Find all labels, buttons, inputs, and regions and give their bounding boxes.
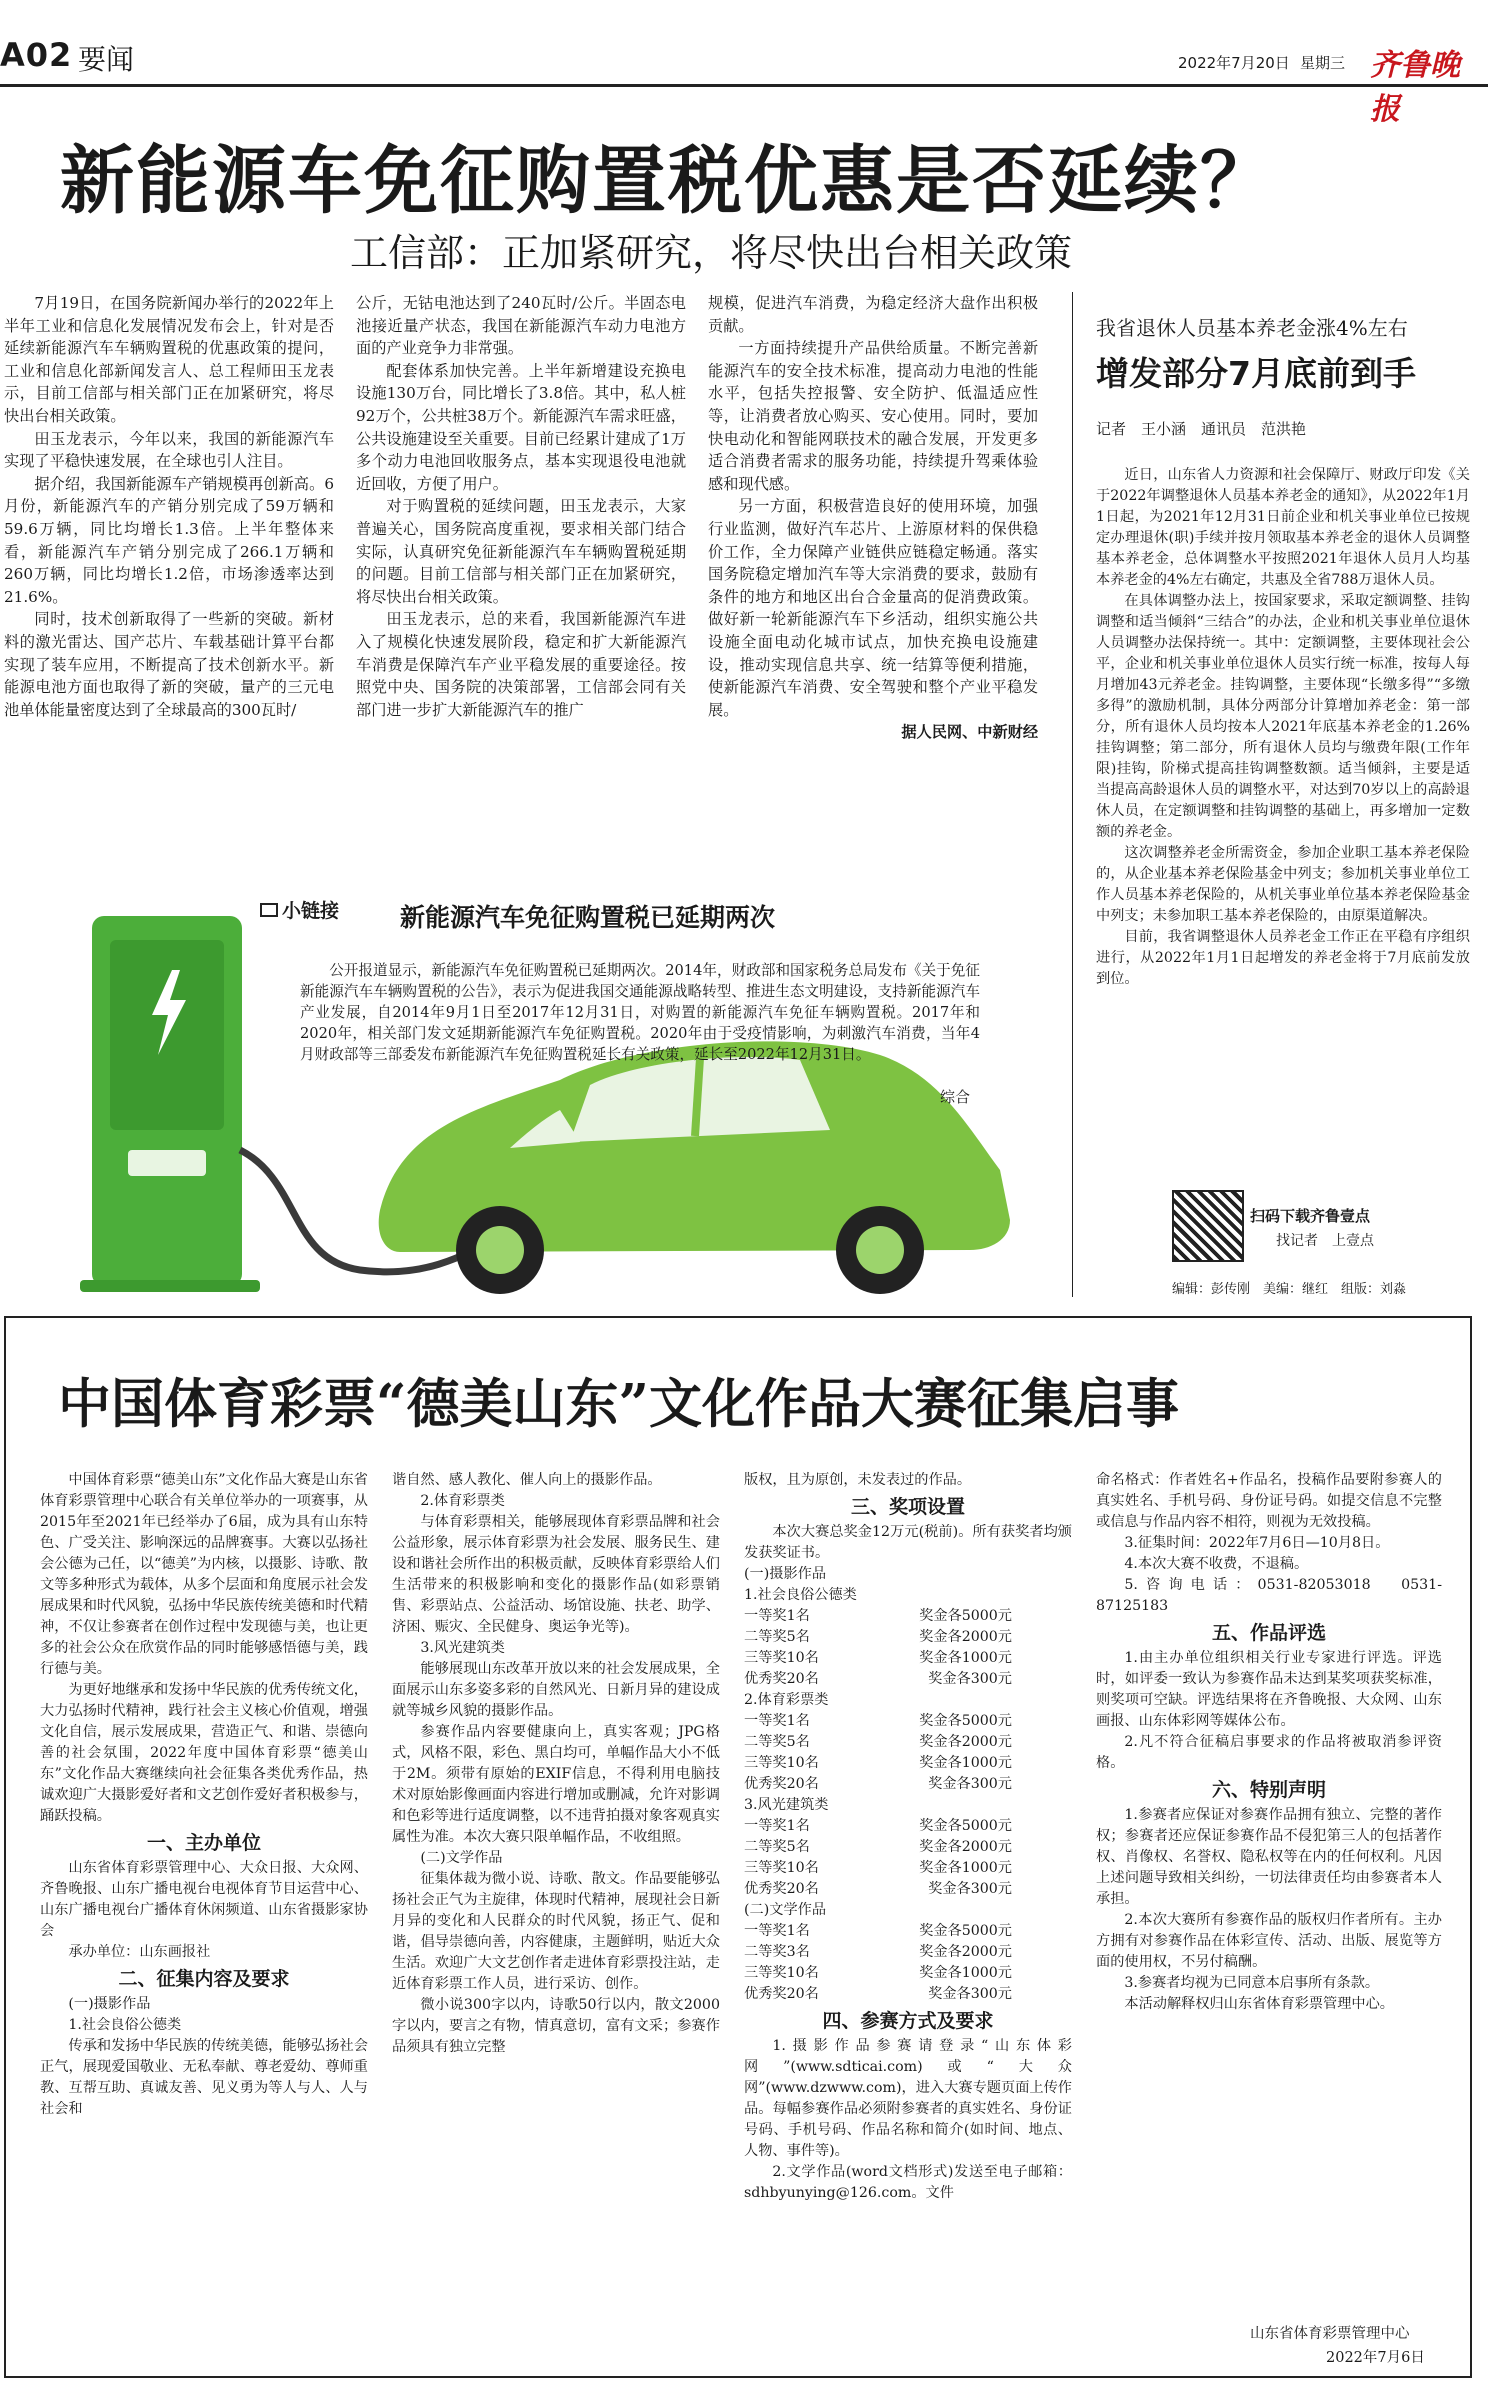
pension-para: 这次调整养老金所需资金，参加企业职工基本养老保险的，从企业基本养老保险基金中列支；参加机关事业单位工作人员基本养老保险的，从机关事业单位基本养老保险基金中列支；未参加职工基本养老保险的，由原渠道解决。 [1096,845,1470,924]
contest-para: 命名格式：作者姓名+作品名，投稿作品要附参赛人的真实姓名、手机号码、身份证号码。如提交信息不完整或信息与作品内容不相符，则视为无效投稿。 [1096,1472,1442,1530]
contest-para: 本次大赛总奖金12万元(税前)。所有获奖者均颁发获奖证书。 [744,1524,1072,1561]
contest-section-head: 二、征集内容及要求 [118,1968,290,1990]
prize-amount: 奖金各300元 [928,1671,1012,1687]
link-icon [260,903,278,917]
lead-para: 7月19日，在国务院新闻办举行的2022年上半年工业和信息化发展情况发布会上，针对是否延续新能源汽车车辆购置税的优惠政策的提问，工业和信息化部新闻发言人、总工程师田玉龙表示，目前工信部与相关部门正在加紧研究，将尽快出台相关政策。 [4,294,334,425]
prize-amount: 奖金各1000元 [919,1650,1012,1666]
prize-row [744,1711,1072,1732]
contest-para: 1.参赛者应保证对参赛作品拥有独立、完整的著作权；参赛者还应保证参赛作品不侵犯第三人的包括著作权、肖像权、名誉权、隐私权等在内的任何权利。凡因上述问题导致相关纠纷，一切法律责任均由参赛者本人承担。 [1096,1807,1442,1907]
prize-category: 2.体育彩票类 [744,1692,829,1708]
contest-para: 3.征集时间：2022年7月6日—10月8日。 [1124,1535,1390,1551]
contest-para: 2.凡不符合征稿启事要求的作品将被取消参评资格。 [1096,1734,1442,1771]
prize-tier: 三等奖10名 [744,1860,819,1876]
issue-weekday: 星期三 [1300,54,1346,72]
contest-section-head: 三、奖项设置 [850,1496,965,1518]
contest-para: 传承和发扬中华民族的传统美德，能够弘扬社会正气，展现爱国敬业、无私奉献、尊老爱幼、尊师重教、互帮互助、真诚友善、见义勇为等人与人、人与社会和 [40,2038,368,2117]
prize-row [744,1921,1072,1942]
prize-tier: 二等奖5名 [744,1734,810,1750]
prize-tier: 三等奖10名 [744,1650,819,1666]
contest-para: 山东省体育彩票管理中心、大众日报、大众网、齐鲁晚报、山东广播电视台电视体育节目运营中心、山东广播电视台广播体育休闲频道、山东省摄影家协会 [40,1860,368,1939]
page-credits: 编辑：彭传刚 美编：继红 组版：刘淼 [1172,1282,1407,1297]
prize-category: 3.风光建筑类 [744,1797,829,1813]
lead-para: 田玉龙表示，总的来看，我国新能源汽车进入了规模化快速发展阶段，稳定和扩大新能源汽车消费是保障汽车产业平稳发展的重要途径。按照党中央、国务院的决策部署，工信部会同有关部门进一步扩大新能源汽车的推广 [356,610,686,719]
prize-row [744,1774,1072,1795]
contest-para: 1.摄影作品参赛请登录“山东体彩网”(www.sdticai.com)或“大众网”(www.dzwww.com)，进入大赛专题页面上传作品。每幅参赛作品必须附参赛者的真实姓名、身份证号码、手机号码、作品名称和简介(如时间、地点、人物、事件等)。 [744,2038,1072,2159]
issue-date: 2022年7月20日 [1178,54,1290,72]
contest-para: 2.文学作品(word文档形式)发送至电子邮箱：sdhbyunying@126.com。文件 [744,2164,1072,2201]
prize-row [744,1963,1072,1984]
contest-para: 2.体育彩票类 [420,1493,505,1509]
lead-para: 同时，技术创新取得了一些新的突破。新材料的激光雷达、国产芯片、车载基础计算平台都实现了装车应用，不断提高了技术创新水平。新能源电池方面也取得了新的突破，量产的三元电池单体能量密度达到了全球最高的300瓦时/ [4,610,334,719]
newspaper-logo: 齐鲁晚报 [1370,48,1460,127]
contest-para: 为更好地继承和发扬中华民族的优秀传统文化，大力弘扬时代精神，践行社会主义核心价值观，增强文化自信，展示发展成果，营造正气、和谐、崇德向善的社会氛围，2022年度中国体育彩票“德美山东”文化作品大赛继续向社会征集各类优秀作品，热诚欢迎广大摄影爱好者和文艺创作爱好者积极参与，踊跃投稿。 [40,1682,368,1824]
prize-category: 1.社会良俗公德类 [744,1587,857,1603]
prize-tier: 三等奖10名 [744,1755,819,1771]
qr-caption: 扫码下载齐鲁壹点 [1250,1207,1371,1225]
contest-para: 3.参赛者均视为已同意本启事所有条款。 [1124,1975,1380,1991]
prize-tier: 三等奖10名 [744,1965,819,1981]
pension-para: 目前，我省调整退休人员养老金工作正在平稳有序组织进行，从2022年1月1日起增发的养老金将于7月底前发放到位。 [1096,929,1470,987]
prize-row [744,1627,1072,1648]
pension-kicker: 我省退休人员基本养老金涨4%左右 [1096,316,1408,340]
prize-row [744,1816,1072,1837]
prize-amount: 奖金各5000元 [919,1608,1012,1624]
lead-para: 另一方面，积极营造良好的使用环境，加强行业监测，做好汽车芯片、上游原材料的保供稳价工作，全力保障产业链供应链稳定畅通。落实国务院稳定增加汽车等大宗消费的要求，鼓励有条件的地方和地区出台合金量高的促消费政策。做好新一轮新能源汽车下乡活动，组织实施公共设施全面电动化城市试点，加快充换电设施建设，推动实现信息共享、统一结算等便利措施，使新能源汽车消费、安全驾驶和整个产业平稳发展。 [708,497,1038,719]
contest-sign-date: 2022年7月6日 [1326,2350,1425,2366]
prize-tier: 一等奖1名 [744,1923,810,1939]
prize-tier: 二等奖3名 [744,1944,810,1960]
pension-para: 在具体调整办法上，按国家要求，采取定额调整、挂钩调整和适当倾斜“三结合”的办法，企业和机关事业单位退休人员调整办法保持统一。其中：定额调整，主要体现社会公平，企业和机关事业单位退休人员实行统一标准，按每人每月增加43元养老金。挂钩调整，主要体现“长缴多得”“多缴多得”的激励机制，具体分两部分计算增加养老金：第一部分，所有退休人员均按本人2021年底基本养老金的1.26%挂钩调整；第二部分，所有退休人员均与缴费年限(工作年限)挂钩，阶梯式提高挂钩调整数额。适当倾斜，主要是适当提高高龄退休人员的调整水平，对达到70岁以上的高龄退休人员，在定额调整和挂钩调整的基础上，再多增加一定数额的养老金。 [1096,593,1470,840]
lead-para: 配套体系加快完善。上半年新增建设充换电设施130万台，同比增长了3.8倍。其中，私人桩92万个，公共桩38万个。新能源汽车需求旺盛，公共设施建设至关重要。目前已经累计建成了1万多个动力电池回收服务点，基本实现退役电池就近回收，方便了用户。 [356,361,686,493]
prize-amount: 奖金各2000元 [919,1734,1012,1750]
section-name: 要闻 [78,43,135,76]
prize-row [744,1942,1072,1963]
pension-para: 近日，山东省人力资源和社会保障厅、财政厅印发《关于2022年调整退休人员基本养老金的通知》，从2022年1月1日起，为2021年12月31日前企业和机关事业单位已按规定办理退休(职)手续并按月领取基本养老金的退休人员调整基本养老金，总体调整水平按照2021年退休人员月人均基本养老金的4%左右确定，共惠及全省788万退休人员。 [1096,467,1470,588]
prize-tier: 二等奖5名 [744,1629,810,1645]
lead-source: 据人民网、中新财经 [901,723,1038,742]
prize-amount: 奖金各1000元 [919,1860,1012,1876]
contest-para: 征集体裁为微小说、诗歌、散文。作品要能够弘扬社会正气为主旋律，体现时代精神，展现社会日新月异的变化和人民群众的时代风貌，扬正气、促和谐，倡导崇德向善，内容健康，主题鲜明，贴近大众生活。欢迎广大文艺创作者走进体育彩票投注站，走近体育彩票工作人员，进行采访、创作。 [392,1871,720,1992]
prize-amount: 奖金各2000元 [919,1944,1012,1960]
contest-section-head: 五、作品评选 [1211,1622,1326,1644]
prize-amount: 奖金各5000元 [919,1923,1012,1939]
contest-para: (一)摄影作品 [68,1996,151,2012]
lead-para: 规模，促进汽车消费，为稳定经济大盘作出积极贡献。 [708,294,1038,335]
prize-row [744,1984,1072,2005]
contest-column-1 [40,1470,368,2120]
prize-tier: 一等奖1名 [744,1818,810,1834]
contest-section-head: 四、参赛方式及要求 [822,2010,994,2032]
prize-amount: 奖金各300元 [928,1776,1012,1792]
ev-charging-illustration [40,880,1050,1300]
sidebar-title: 新能源汽车免征购置税已延期两次 [400,903,776,932]
contest-para: 5.咨询电话：0531-82053018 0531-87125183 [1096,1577,1442,1614]
prize-row [744,1606,1072,1627]
lead-para: 一方面持续提升产品供给质量。不断完善新能源汽车的安全技术标准，提高动力电池的性能水平，包括失控报警、安全防护、低温适应性等，让消费者放心购买、安心使用。同时，要加快电动化和智能网联技术的融合发展，开发更多适合消费者需求的服务功能，持续提升驾乘体验感和现代感。 [708,339,1038,493]
prize-amount: 奖金各1000元 [919,1965,1012,1981]
contest-column-3 [744,1470,1072,2204]
prize-tier: 二等奖5名 [744,1839,810,1855]
contest-para: 3.风光建筑类 [420,1640,505,1656]
prize-row [744,1837,1072,1858]
contest-column-4 [1096,1470,1442,2015]
prize-amount: 奖金各2000元 [919,1629,1012,1645]
electric-car [379,1041,1010,1294]
prize-row [744,1753,1072,1774]
qr-code[interactable] [1172,1190,1244,1262]
pension-byline: 记者 王小涵 通讯员 范洪艳 [1096,420,1307,438]
prize-row [744,1879,1072,1900]
illustration-area [40,880,1050,1300]
prize-group-label: (一)摄影作品 [744,1566,827,1582]
contest-para: 谐自然、感人教化、催人向上的摄影作品。 [392,1472,662,1488]
contest-para: 1.社会良俗公德类 [68,2017,182,2033]
sidebar-body: 公开报道显示，新能源汽车免征购置税已延期两次。2014年，财政部和国家税务总局发布《关于免征新能源汽车车辆购置税的公告》，表示为促进我国交通能源战略转型、推进生态文明建设，支持新能源汽车产业发展，自2014年9月1日至2017年12月31日，对购置的新能源汽车免征车辆购置税。2017年和2020年，相关部门发文延期新能源汽车免征购置税。2020年由于受疫情影响，为刺激汽车消费，当年4月财政部等三部委发布新能源汽车免征购置税延长有关政策，延长至2022年12月31日。 [300,962,980,1063]
prize-amount: 奖金各300元 [928,1881,1012,1897]
pension-body [1096,465,1470,990]
contest-sign-org: 山东省体育彩票管理中心 [1250,2326,1410,2342]
lead-para: 对于购置税的延续问题，田玉龙表示，大家普遍关心，国务院高度重视，要求相关部门结合实际，认真研究免征新能源汽车车辆购置税延期的问题。目前工信部与相关部门正在加紧研究，将尽快出台相关政策。 [356,497,686,606]
lead-para: 公斤，无钴电池达到了240瓦时/公斤。半固态电池接近量产状态，我国在新能源汽车动力电池方面的产业竞争力非常强。 [356,294,686,358]
prize-tier: 优秀奖20名 [744,1881,819,1897]
prize-row [744,1858,1072,1879]
column-divider [1072,292,1073,1297]
prize-row [744,1669,1072,1690]
prize-amount: 奖金各5000元 [919,1713,1012,1729]
sidebar-tag: 小链接 [260,896,339,923]
header-rule [0,84,1488,87]
prize-tier: 优秀奖20名 [744,1776,819,1792]
prize-amount: 奖金各1000元 [919,1755,1012,1771]
lead-column-2 [356,292,686,721]
contest-para: 2.本次大赛所有参赛作品的版权归作者所有。主办方拥有对参赛作品在体彩宣传、活动、出版、展览等方面的使用权，不另付稿酬。 [1096,1912,1442,1970]
contest-para: 微小说300字以内，诗歌50行以内，散文2000字以内，要言之有物，情真意切，富有文采；参赛作品须具有独立完整 [392,1997,720,2055]
contest-para: (二)文学作品 [420,1850,503,1866]
lead-para: 田玉龙表示，今年以来，我国的新能源汽车实现了平稳快速发展，在全球也引人注目。 [4,429,334,471]
contest-para: 中国体育彩票“德美山东”文化作品大赛是山东省体育彩票管理中心联合有关单位举办的一项赛事，从2015年至2021年已经举办了6届，成为具有山东特色、广受关注、影响深远的品牌赛事。大赛以弘扬社会公德为己任，以“德美”为内核，以摄影、诗歌、散文等多种形式为载体，从多个层面和角度展示社会发展成果和时代风貌，弘扬中华民族传统美德和时代精神，不仅让参赛者在创作过程中发现德与美，也让更多的社会公众在欣赏作品的同时能够感悟德与美，践行德与美。 [40,1472,368,1677]
prize-tier: 一等奖1名 [744,1713,810,1729]
contest-section-head: 一、主办单位 [146,1832,261,1854]
prize-tier: 优秀奖20名 [744,1986,819,2002]
lead-column-3 [708,292,1038,744]
prize-category: (二)文学作品 [744,1902,827,1918]
contest-para: 1.由主办单位组织相关行业专家进行评选。评选时，如评委一致认为参赛作品未达到某奖项获奖标准，则奖项可空缺。评选结果将在齐鲁晚报、大众网、山东画报、山东体彩网等媒体公布。 [1096,1650,1442,1729]
contest-para: 与体育彩票相关，能够展现体育彩票品牌和社会公益形象，展示体育彩票为社会发展、服务民生、建设和谐社会所作出的积极贡献，反映体育彩票给人们生活带来的积极影响和变化的摄影作品(如彩票销售、彩票站点、公益活动、场馆设施、扶老、助学、济困、赈灾、全民健身、奥运争光等)。 [392,1514,720,1635]
lead-para: 据介绍，我国新能源车产销规模再创新高。6月份，新能源汽车的产销分别完成了59万辆和59.6万辆，同比均增长1.3倍。上半年整体来看，新能源汽车产销分别完成了266.1万辆和260万辆，同比均增长1.2倍，市场渗透率达到21.6%。 [4,474,334,606]
contest-section-head: 六、特别声明 [1211,1779,1326,1801]
prize-amount: 奖金各5000元 [919,1818,1012,1834]
prize-row [744,1732,1072,1753]
contest-para: 本活动解释权归山东省体育彩票管理中心。 [1124,1996,1394,2012]
contest-para: 4.本次大赛不收费，不退稿。 [1124,1556,1309,1572]
prize-row [744,1648,1072,1669]
lead-subheadline: 工信部：正加紧研究，将尽快出台相关政策 [350,231,1073,275]
contest-headline: 中国体育彩票“德美山东”文化作品大赛征集启事 [58,1373,1179,1435]
lead-headline: 新能源车免征购置税优惠是否延续？ [60,138,1276,224]
prize-tier: 一等奖1名 [744,1608,810,1624]
pension-headline: 增发部分7月底前到手 [1096,354,1416,393]
contest-para: 参赛作品内容要健康向上，真实客观；JPG格式，风格不限，彩色、黑白均可，单幅作品大小不低于2M。须带有原始的EXIF信息，不得利用电脑技术对原始影像画面内容进行增加或删减，允许对影调和色彩等进行适度调整，以不违背拍摄对象客观真实属性为准。本次大赛只限单幅作品，不收组照。 [392,1724,720,1845]
prize-tier: 优秀奖20名 [744,1671,819,1687]
page-code: A02 [0,36,73,74]
qr-subcaption: 找记者 上壹点 [1276,1233,1374,1249]
prize-amount: 奖金各2000元 [919,1839,1012,1855]
contest-para: 能够展现山东改革开放以来的社会发展成果，全面展示山东多姿多彩的自然风光、日新月异的建设成就等城乡风貌的摄影作品。 [392,1661,720,1719]
prize-list [744,1564,1072,2005]
prize-amount: 奖金各300元 [928,1986,1012,2002]
contest-column-2 [392,1470,720,2058]
sidebar-sign: 综合 [940,1088,971,1106]
contest-para: 版权，且为原创，未发表过的作品。 [744,1472,972,1488]
contest-para: 承办单位：山东画报社 [68,1944,211,1960]
lead-column-1 [4,292,334,721]
